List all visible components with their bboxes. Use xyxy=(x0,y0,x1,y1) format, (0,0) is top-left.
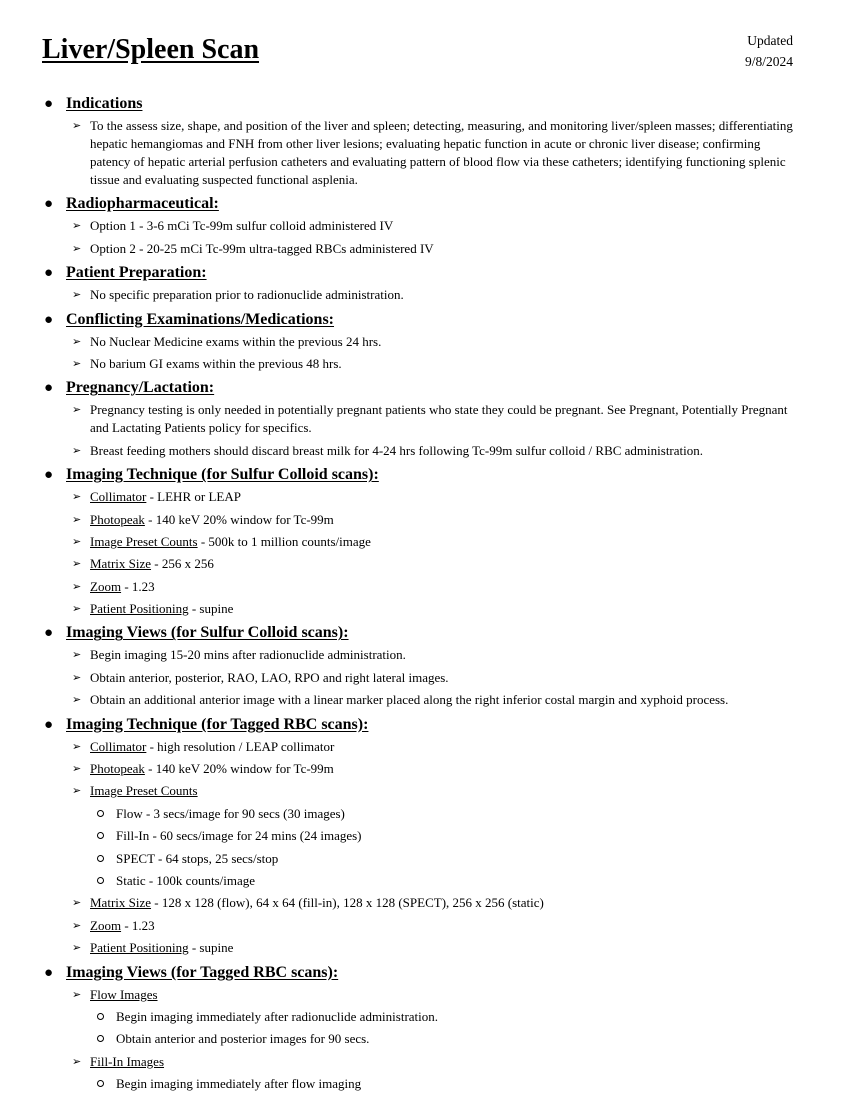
item-text: - LEHR or LEAP xyxy=(146,489,241,505)
item-text: - 128 x 128 (flow), 64 x 64 (fill-in), 128 x 128 (SPECT), 256 x 256 (static) xyxy=(151,895,544,911)
item-text: Breast feeding mothers should discard breast milk for 4-24 hrs following Tc-99m sulfur colloid / RBC administration. xyxy=(90,442,704,458)
item-term: Collimator xyxy=(90,489,147,505)
section-views-sulfur-colloid xyxy=(0,622,857,709)
item-text: - 140 keV 20% window for Tc-99m xyxy=(144,761,334,777)
item-term: Fill-In Images xyxy=(90,1053,165,1069)
list-item xyxy=(0,442,857,460)
list-item xyxy=(0,533,857,551)
bullet-icon: ● xyxy=(44,380,54,397)
item-text: No specific preparation prior to radionuclide administration. xyxy=(90,287,404,303)
bullet-icon: ● xyxy=(44,467,54,484)
page-title: Liver/Spleen Scan xyxy=(42,34,260,65)
arrow-bullet-icon: ➢ xyxy=(72,444,82,457)
item-text: - 500k to 1 million counts/image xyxy=(197,533,371,549)
section-views-tagged-rbc xyxy=(0,962,857,1094)
item-term: Patient Positioning xyxy=(90,601,189,617)
sub-list-item xyxy=(0,850,857,868)
list-item xyxy=(0,333,857,351)
arrow-bullet-icon: ➢ xyxy=(72,740,82,753)
circle-bullet-icon xyxy=(97,877,104,884)
list-item xyxy=(0,760,857,778)
list-item xyxy=(0,1053,857,1071)
item-term: Zoom xyxy=(90,578,122,594)
updated-label: Updated xyxy=(747,33,793,48)
item-text: - 1.23 xyxy=(121,578,155,594)
section-heading xyxy=(0,464,857,486)
arrow-bullet-icon: ➢ xyxy=(72,603,82,616)
arrow-bullet-icon: ➢ xyxy=(72,919,82,932)
item-term: Image Preset Counts xyxy=(90,783,198,799)
circle-bullet-icon xyxy=(97,832,104,839)
updated-block xyxy=(745,30,793,72)
sub-list-item xyxy=(0,1030,857,1048)
list-item xyxy=(0,488,857,506)
list-item xyxy=(0,240,857,258)
arrow-bullet-icon: ➢ xyxy=(72,988,82,1001)
item-term: Photopeak xyxy=(90,511,145,527)
item-text: - supine xyxy=(188,601,234,617)
item-term: Flow Images xyxy=(90,986,158,1002)
item-text: - 140 keV 20% window for Tc-99m xyxy=(144,511,334,527)
arrow-bullet-icon: ➢ xyxy=(72,671,82,684)
arrow-bullet-icon: ➢ xyxy=(72,220,82,233)
item-text: - 256 x 256 xyxy=(151,556,214,572)
section-heading-label: Imaging Views (for Sulfur Colloid scans): xyxy=(66,624,349,642)
arrow-bullet-icon: ➢ xyxy=(72,558,82,571)
bullet-icon: ● xyxy=(44,311,54,328)
bullet-icon: ● xyxy=(44,625,54,642)
bullet-icon: ● xyxy=(44,265,54,282)
list-item xyxy=(0,738,857,756)
list-item xyxy=(0,917,857,935)
item-text: Option 2 - 20-25 mCi Tc-99m ultra-tagged RBCs administered IV xyxy=(90,240,434,256)
list-item xyxy=(0,939,857,957)
arrow-bullet-icon: ➢ xyxy=(72,785,82,798)
arrow-bullet-icon: ➢ xyxy=(72,1055,82,1068)
sub-list-item xyxy=(0,1075,857,1093)
item-text: No barium GI exams within the previous 48 hrs. xyxy=(90,355,342,371)
list-item xyxy=(0,646,857,664)
section-heading xyxy=(0,93,857,115)
section-heading xyxy=(0,622,857,644)
item-term: Image Preset Counts xyxy=(90,533,198,549)
list-item xyxy=(0,511,857,529)
circle-bullet-icon xyxy=(97,1080,104,1087)
item-text: Obtain an additional anterior image with a linear marker placed along the right inferior costal margin and xyphoid process. xyxy=(90,692,729,708)
sub-item-text: Obtain anterior and posterior images for 90 secs. xyxy=(116,1031,370,1047)
section-heading-label: Pregnancy/Lactation: xyxy=(66,379,215,397)
item-term: Collimator xyxy=(90,738,147,754)
arrow-bullet-icon: ➢ xyxy=(72,491,82,504)
section-conflicting-exams xyxy=(0,309,857,373)
list-item xyxy=(0,669,857,687)
arrow-bullet-icon: ➢ xyxy=(72,897,82,910)
arrow-bullet-icon: ➢ xyxy=(72,535,82,548)
item-term: Matrix Size xyxy=(90,895,152,911)
bullet-icon: ● xyxy=(44,964,54,981)
section-heading xyxy=(0,377,857,399)
section-heading-label: Imaging Technique (for Sulfur Colloid scans): xyxy=(66,466,379,484)
item-text: - supine xyxy=(188,940,234,956)
section-heading xyxy=(0,714,857,736)
document-body xyxy=(0,93,857,1098)
item-term: Patient Positioning xyxy=(90,940,189,956)
list-item xyxy=(0,986,857,1004)
section-heading-label: Indications xyxy=(66,95,143,112)
sub-item-text: Flow - 3 secs/image for 90 secs (30 images) xyxy=(116,805,345,821)
bullet-icon: ● xyxy=(44,196,54,213)
item-text: Obtain anterior, posterior, RAO, LAO, RPO and right lateral images. xyxy=(90,669,449,685)
section-heading xyxy=(0,309,857,331)
section-heading-label: Imaging Technique (for Tagged RBC scans): xyxy=(66,715,369,733)
sub-list-item xyxy=(0,805,857,823)
sub-item-text: Begin imaging immediately after flow imaging xyxy=(116,1076,362,1092)
list-item xyxy=(0,401,857,437)
section-pregnancy-lactation xyxy=(0,377,857,459)
section-heading xyxy=(0,193,857,215)
circle-bullet-icon xyxy=(97,1035,104,1042)
item-term: Photopeak xyxy=(90,761,145,777)
item-text: - high resolution / LEAP collimator xyxy=(146,738,335,754)
arrow-bullet-icon: ➢ xyxy=(72,289,82,302)
item-text: - 1.23 xyxy=(121,917,155,933)
section-patient-preparation xyxy=(0,262,857,304)
list-item xyxy=(0,578,857,596)
list-item xyxy=(0,217,857,235)
list-item xyxy=(0,117,857,189)
arrow-bullet-icon: ➢ xyxy=(72,649,82,662)
list-item xyxy=(0,894,857,912)
item-text: Option 1 - 3-6 mCi Tc-99m sulfur colloid administered IV xyxy=(90,218,394,234)
section-heading-label: Patient Preparation: xyxy=(66,264,207,282)
item-text: To the assess size, shape, and position of the liver and spleen; detecting, measuring, and monitoring liver/spleen masses; differentiating hepatic hemangiomas and FNH from other liver lesions; evaluating hepatic function in acute or chronic liver disease; confirming patency of hepatic arterial perfusion catheters and evaluating pattern of blood flow via these catheters; identifying functioning splenic tissue and evaluating suspected functional asplenia. xyxy=(90,118,793,187)
section-indications xyxy=(0,93,857,189)
arrow-bullet-icon: ➢ xyxy=(72,335,82,348)
section-heading-label: Imaging Views (for Tagged RBC scans): xyxy=(66,963,339,981)
sub-list-item xyxy=(0,827,857,845)
bullet-icon: ● xyxy=(44,96,54,112)
list-item xyxy=(0,600,857,618)
section-technique-tagged-rbc xyxy=(0,714,857,958)
sub-list-item xyxy=(0,872,857,890)
arrow-bullet-icon: ➢ xyxy=(72,513,82,526)
sub-item-text: Static - 100k counts/image xyxy=(116,872,256,888)
list-item xyxy=(0,355,857,373)
arrow-bullet-icon: ➢ xyxy=(72,242,82,255)
arrow-bullet-icon: ➢ xyxy=(72,120,82,132)
arrow-bullet-icon: ➢ xyxy=(72,763,82,776)
section-heading xyxy=(0,262,857,284)
circle-bullet-icon xyxy=(97,855,104,862)
circle-bullet-icon xyxy=(97,810,104,817)
list-item xyxy=(0,691,857,709)
arrow-bullet-icon: ➢ xyxy=(72,694,82,707)
arrow-bullet-icon: ➢ xyxy=(72,580,82,593)
list-item xyxy=(0,782,857,800)
item-text: Begin imaging 15-20 mins after radionuclide administration. xyxy=(90,647,406,663)
sub-item-text: Fill-In - 60 secs/image for 24 mins (24 images) xyxy=(116,828,362,844)
section-heading-label: Conflicting Examinations/Medications: xyxy=(66,310,335,328)
list-item xyxy=(0,555,857,573)
arrow-bullet-icon: ➢ xyxy=(72,942,82,955)
sub-item-text: Begin imaging immediately after radionuclide administration. xyxy=(116,1008,439,1024)
circle-bullet-icon xyxy=(97,1013,104,1020)
arrow-bullet-icon: ➢ xyxy=(72,357,82,370)
list-item xyxy=(0,286,857,304)
section-heading xyxy=(0,962,857,984)
section-heading-label: Radiopharmaceutical: xyxy=(66,195,219,213)
item-term: Matrix Size xyxy=(90,556,152,572)
arrow-bullet-icon: ➢ xyxy=(72,404,82,417)
item-text: Pregnancy testing is only needed in potentially pregnant patients who state they could be pregnant. See Pregnant, Potentially Pregnant and Lactating Patients policy for specifics. xyxy=(90,402,788,436)
sub-item-text: SPECT - 64 stops, 25 secs/stop xyxy=(116,850,279,866)
section-radiopharmaceutical xyxy=(0,193,857,257)
sub-list-item xyxy=(0,1008,857,1026)
section-technique-sulfur-colloid xyxy=(0,464,857,618)
bullet-icon: ● xyxy=(44,716,54,733)
updated-date: 9/8/2024 xyxy=(744,54,793,69)
item-text: No Nuclear Medicine exams within the previous 24 hrs. xyxy=(90,333,382,349)
item-term: Zoom xyxy=(90,917,122,933)
